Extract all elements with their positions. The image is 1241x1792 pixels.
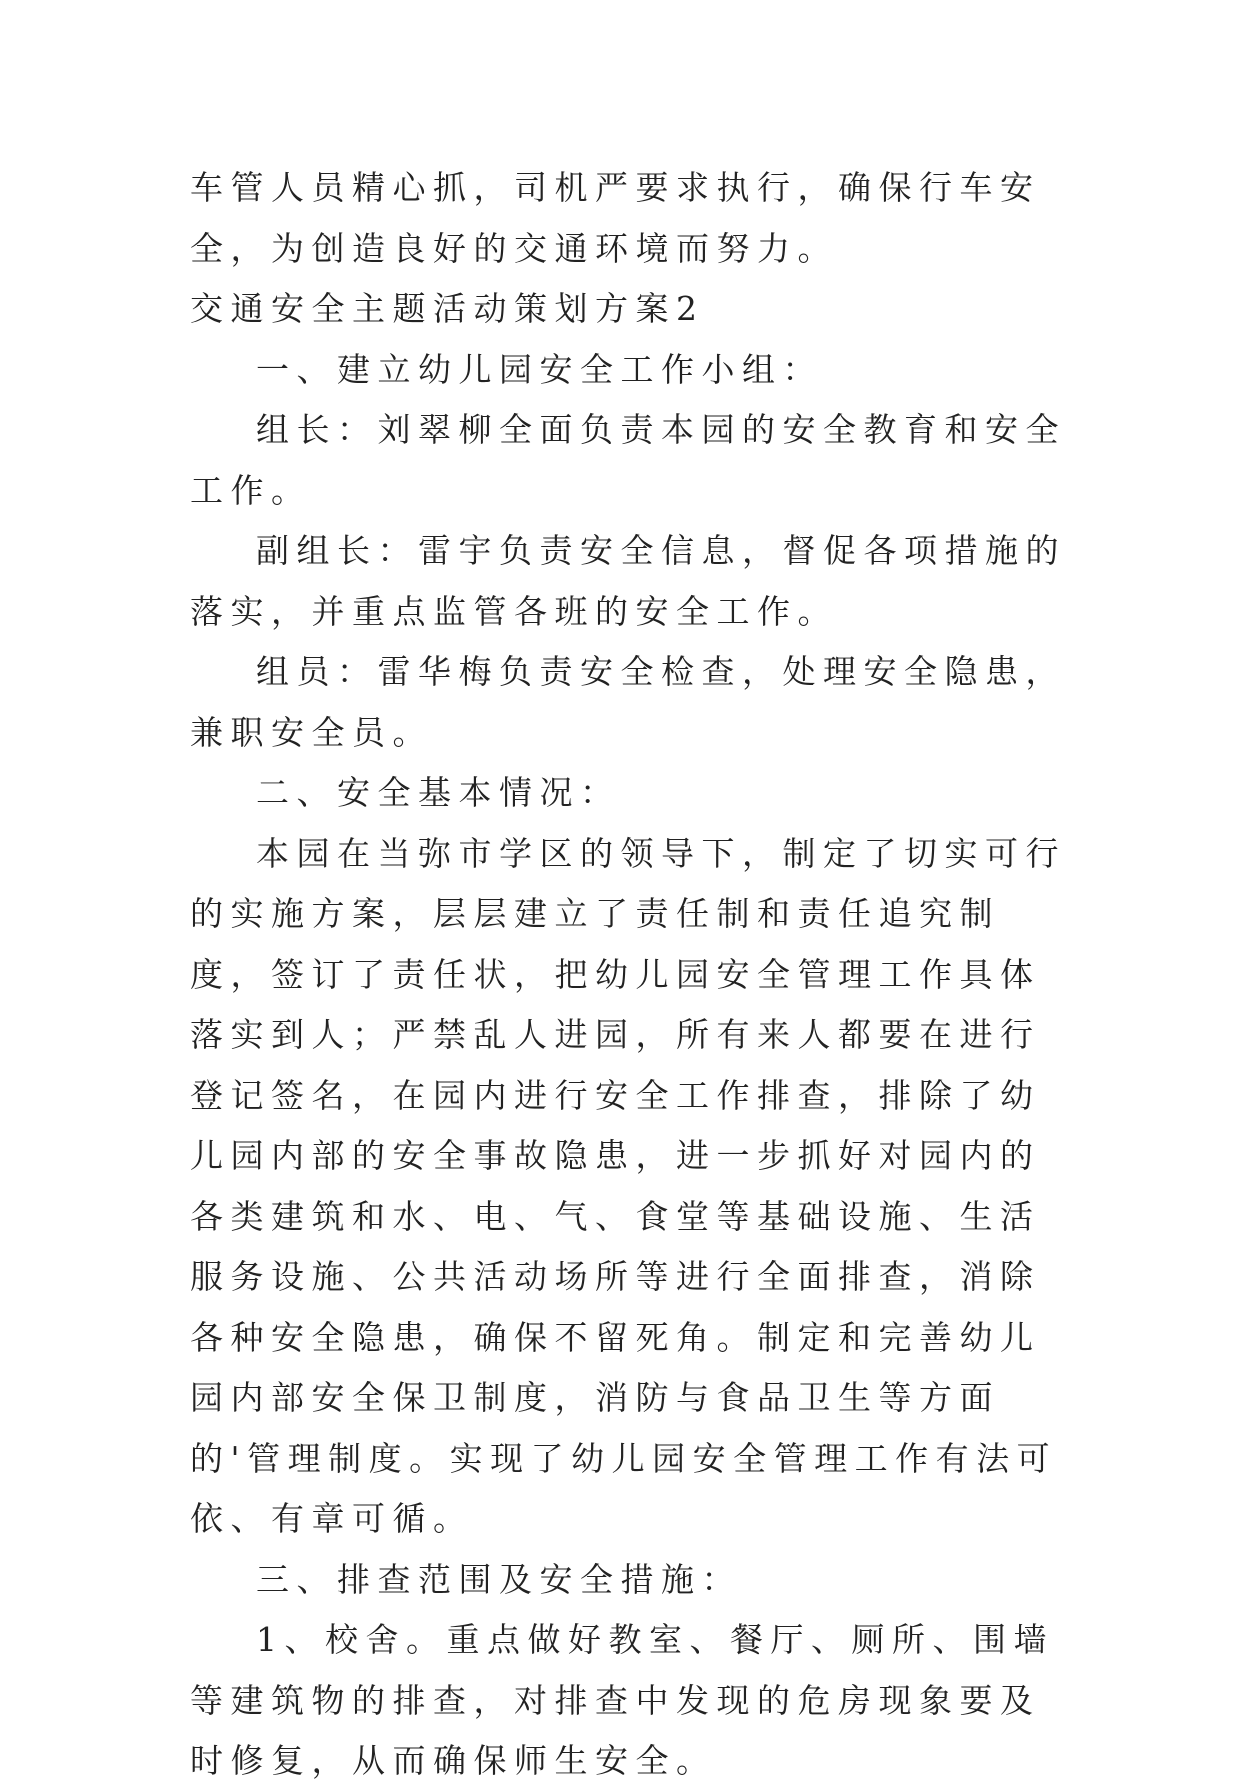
paragraph-1: 车管人员精心抓，司机严要求执行，确保行车安全，为创造良好的交通环境而努力。 xyxy=(190,168,1041,268)
heading-2: 二、安全基本情况： xyxy=(256,773,621,812)
paragraph-member: 组员：雷华梅负责安全检查，处理安全隐患，兼职安全员。 xyxy=(190,652,1066,752)
paragraph-deputy-leader: 副组长：雷宇负责安全信息，督促各项措施的落实，并重点监管各班的安全工作。 xyxy=(190,531,1066,631)
section-title: 交通安全主题活动策划方案2 xyxy=(190,289,705,328)
paragraph-leader: 组长：刘翠柳全面负责本园的安全教育和安全工作。 xyxy=(190,410,1066,510)
heading-1: 一、建立幼儿园安全工作小组： xyxy=(256,349,823,389)
paragraph-school-buildings: 1、校舍。重点做好教室、餐厅、厕所、围墙等建筑物的排查，对排查中发现的危房现象要及时修复，从而确保师生安全。 xyxy=(190,1620,1054,1780)
heading-3: 三、排查范围及安全措施： xyxy=(256,1559,742,1599)
paragraph-basic-situation: 本园在当弥市学区的领导下，制定了切实可行的实施方案，层层建立了责任制和责任追究制度，签订了责任状，把幼儿园安全管理工作具体落实到人；严禁乱人进园，所有来人都要在进行登记签名，在园内进行安全工作排查，排除了幼儿园内部的安全事故隐患，进一步抓好对园内的各类建筑和水、电、气、食堂等基础设施、生活服务设施、公共活动场所等进行全面排查，消除各种安全隐患，确保不留死角。制定和完善幼儿园内部安全保卫制度，消防与食品卫生等方面的'管理制度。实现了幼儿园安全管理工作有法可依、有章可循。 xyxy=(190,833,1066,1538)
document-body xyxy=(190,158,1070,1792)
